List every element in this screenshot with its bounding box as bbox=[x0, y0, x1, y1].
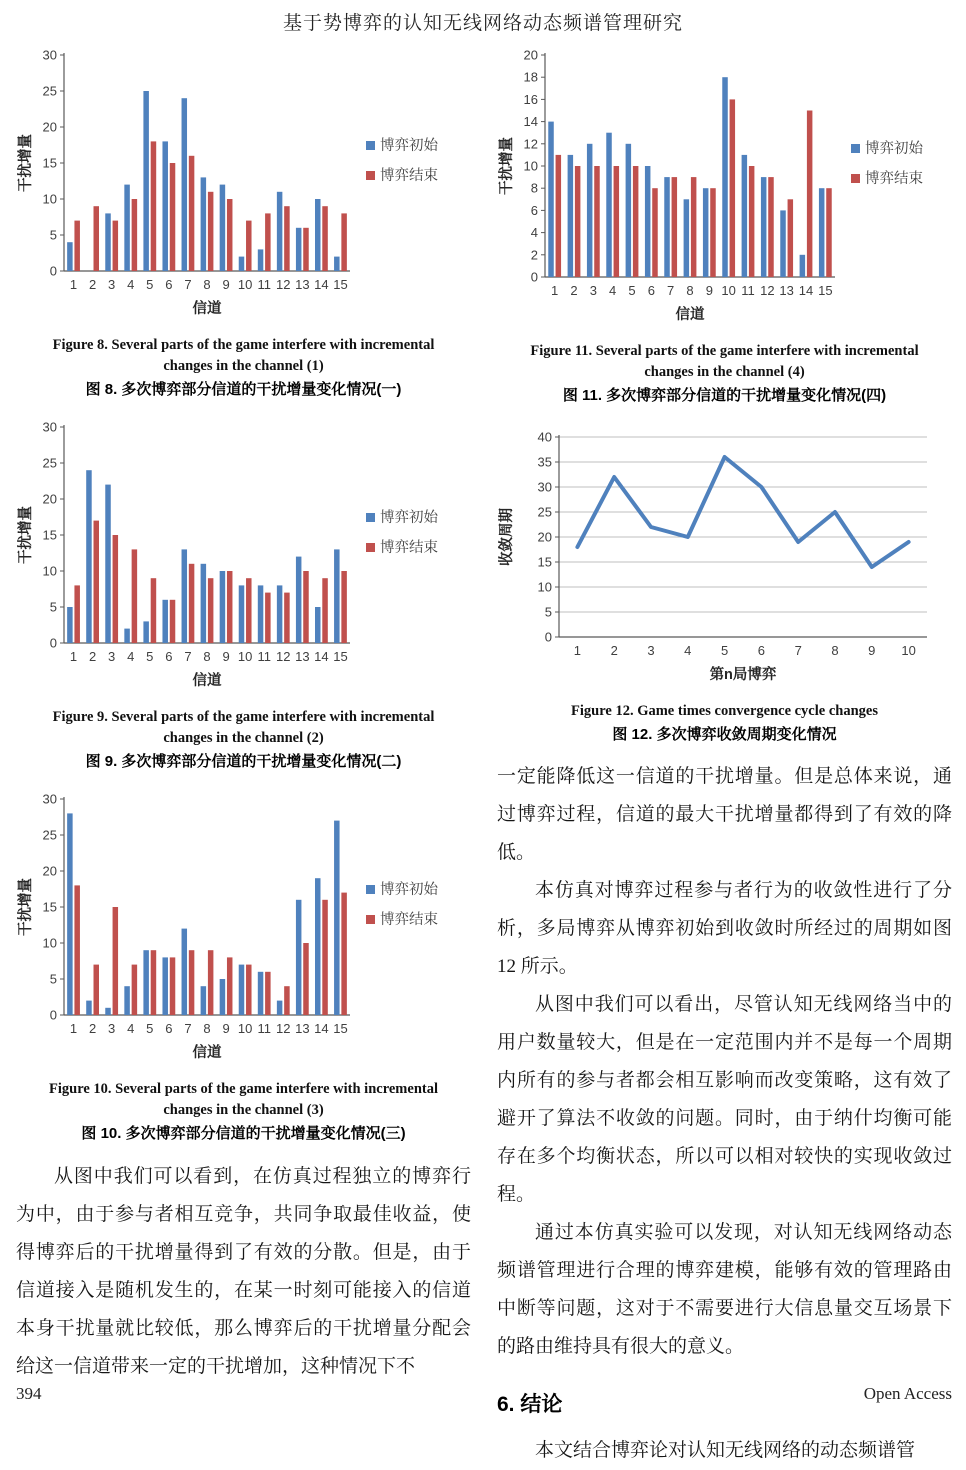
figure8-bar-chart bbox=[16, 41, 468, 329]
svg-text:15: 15 bbox=[42, 155, 57, 171]
svg-text:干扰增量: 干扰增量 bbox=[18, 877, 34, 936]
svg-text:博弈初始: 博弈初始 bbox=[380, 881, 438, 898]
svg-text:4: 4 bbox=[609, 283, 617, 298]
svg-text:15: 15 bbox=[333, 1020, 348, 1036]
svg-text:4: 4 bbox=[127, 648, 135, 664]
svg-text:信道: 信道 bbox=[192, 672, 222, 689]
svg-text:5: 5 bbox=[720, 642, 729, 658]
svg-text:7: 7 bbox=[184, 1020, 192, 1036]
svg-text:8: 8 bbox=[831, 642, 839, 658]
svg-text:12: 12 bbox=[276, 277, 291, 292]
svg-text:2: 2 bbox=[530, 247, 538, 263]
svg-text:2: 2 bbox=[570, 283, 578, 298]
figure10-caption-zh: 图 10. 多次博弈部分信道的干扰增量变化情况(三) bbox=[81, 1124, 406, 1142]
svg-text:0: 0 bbox=[49, 635, 57, 651]
svg-text:6: 6 bbox=[530, 202, 538, 218]
svg-text:干扰增量: 干扰增量 bbox=[499, 137, 515, 195]
svg-text:8: 8 bbox=[530, 180, 538, 196]
svg-text:16: 16 bbox=[523, 91, 538, 107]
svg-text:12: 12 bbox=[760, 283, 775, 298]
svg-text:11: 11 bbox=[257, 277, 271, 292]
svg-text:4: 4 bbox=[127, 277, 135, 292]
svg-text:13: 13 bbox=[295, 1020, 310, 1036]
svg-text:3: 3 bbox=[108, 277, 116, 292]
svg-text:10: 10 bbox=[237, 1020, 253, 1036]
svg-text:4: 4 bbox=[684, 642, 692, 658]
svg-text:0: 0 bbox=[544, 629, 552, 645]
right-body-text bbox=[497, 758, 952, 1470]
svg-text:5: 5 bbox=[146, 277, 154, 292]
svg-text:30: 30 bbox=[42, 419, 57, 435]
figure9-bar-chart bbox=[16, 413, 468, 701]
svg-text:5: 5 bbox=[544, 604, 552, 620]
svg-text:10: 10 bbox=[721, 283, 736, 298]
svg-text:7: 7 bbox=[184, 648, 192, 664]
svg-text:干扰增量: 干扰增量 bbox=[18, 134, 34, 192]
svg-text:10: 10 bbox=[523, 158, 538, 174]
page-number: 394 bbox=[16, 1384, 42, 1403]
svg-text:信道: 信道 bbox=[675, 307, 705, 323]
figure9-caption-zh: 图 9. 多次博弈部分信道的干扰增量变化情况(二) bbox=[85, 752, 402, 770]
paragraph: 本文结合博弈论对认知无线网络的动态频谱管 bbox=[535, 1439, 916, 1461]
svg-text:14: 14 bbox=[314, 277, 329, 292]
svg-text:0: 0 bbox=[49, 1007, 57, 1023]
svg-text:13: 13 bbox=[295, 277, 310, 292]
svg-text:4: 4 bbox=[530, 225, 538, 241]
figure12-caption-zh: 图 12. 多次博弈收敛周期变化情况 bbox=[612, 725, 837, 743]
svg-text:第n局博弈: 第n局博弈 bbox=[709, 666, 777, 683]
svg-text:9: 9 bbox=[705, 283, 713, 298]
svg-text:40: 40 bbox=[537, 429, 552, 445]
svg-text:3: 3 bbox=[647, 642, 655, 658]
figure9-caption bbox=[22, 707, 465, 773]
svg-text:15: 15 bbox=[333, 277, 348, 292]
svg-text:8: 8 bbox=[203, 1020, 211, 1036]
svg-text:6: 6 bbox=[165, 648, 173, 664]
svg-text:15: 15 bbox=[537, 554, 552, 570]
svg-text:14: 14 bbox=[314, 1020, 329, 1036]
svg-text:10: 10 bbox=[237, 277, 253, 292]
svg-text:20: 20 bbox=[537, 529, 552, 545]
page-title: 基于势博弈的认知无线网络动态频谱管理研究 bbox=[282, 13, 683, 34]
figure11-caption-zh: 图 11. 多次博弈部分信道的干扰增量变化情况(四) bbox=[562, 387, 887, 405]
svg-text:14: 14 bbox=[798, 283, 814, 298]
svg-text:5: 5 bbox=[49, 971, 57, 987]
figure9-caption-en-line2: changes in the channel (2) bbox=[163, 729, 324, 746]
svg-text:12: 12 bbox=[276, 648, 291, 664]
paragraph: 本仿真对博弈过程参与者行为的收敛性进行了分析，多局博弈从博弈初始到收敛时所经过的周期如图 12 所示。 bbox=[497, 879, 952, 977]
svg-text:博弈结束: 博弈结束 bbox=[380, 539, 438, 556]
figure10-caption-en-line1: Figure 10. Several parts of the game interfere with incremental bbox=[49, 1080, 438, 1097]
svg-text:0: 0 bbox=[530, 269, 538, 285]
svg-text:博弈结束: 博弈结束 bbox=[865, 171, 923, 187]
svg-text:20: 20 bbox=[42, 119, 57, 135]
figure8-caption-en-line2: changes in the channel (1) bbox=[163, 358, 324, 375]
svg-text:30: 30 bbox=[42, 791, 57, 807]
svg-text:9: 9 bbox=[222, 1020, 230, 1036]
figure8-caption-en-line1: Figure 8. Several parts of the game interfere with incremental bbox=[52, 337, 435, 353]
svg-text:6: 6 bbox=[647, 283, 655, 298]
figure10-caption-en-line2: changes in the channel (3) bbox=[163, 1101, 324, 1118]
figure8-caption-zh: 图 8. 多次博弈部分信道的干扰增量变化情况(一) bbox=[85, 381, 402, 399]
figure11-bar-chart bbox=[497, 41, 953, 335]
svg-text:12: 12 bbox=[523, 136, 538, 152]
svg-text:7: 7 bbox=[794, 642, 802, 658]
svg-text:干扰增量: 干扰增量 bbox=[18, 505, 34, 564]
figure10-caption bbox=[22, 1079, 465, 1145]
svg-text:6: 6 bbox=[757, 642, 766, 658]
svg-text:8: 8 bbox=[203, 648, 211, 664]
svg-text:3: 3 bbox=[108, 1020, 116, 1036]
svg-text:博弈结束: 博弈结束 bbox=[380, 168, 438, 184]
svg-text:10: 10 bbox=[42, 563, 57, 579]
paragraph: 从图中我们可以看出，尽管认知无线网络当中的用户数量较大，但是在一定范围内并不是每一个周期内所有的参与者都会相互影响而改变策略，这有效了避开了算法不收敛的问题。同时，由于纳什均衡可能存在多个均衡状态，所以可以相对较快的实现收敛过程。 bbox=[497, 993, 952, 1205]
svg-text:15: 15 bbox=[42, 899, 57, 915]
paragraph: 通过本仿真实验可以发现，对认知无线网络动态频谱管理进行合理的博弈建模，能够有效的管理路由中断等问题，这对于不需要进行大信息量交互场景下的路由维持具有很大的意义。 bbox=[497, 1221, 952, 1357]
svg-text:7: 7 bbox=[184, 277, 192, 292]
svg-text:1: 1 bbox=[551, 283, 559, 298]
svg-text:5: 5 bbox=[49, 227, 57, 243]
svg-text:15: 15 bbox=[333, 648, 348, 664]
svg-text:25: 25 bbox=[537, 504, 552, 520]
svg-text:6: 6 bbox=[165, 277, 173, 292]
svg-text:30: 30 bbox=[537, 479, 552, 495]
svg-text:10: 10 bbox=[901, 642, 916, 658]
svg-text:博弈初始: 博弈初始 bbox=[380, 509, 438, 526]
svg-text:9: 9 bbox=[868, 642, 876, 658]
svg-text:5: 5 bbox=[146, 1020, 154, 1036]
svg-text:3: 3 bbox=[589, 283, 597, 298]
figure12-line-chart bbox=[497, 419, 953, 695]
svg-text:4: 4 bbox=[127, 1020, 135, 1036]
svg-text:收敛周期: 收敛周期 bbox=[499, 507, 515, 566]
svg-text:1: 1 bbox=[69, 648, 78, 664]
svg-text:8: 8 bbox=[203, 277, 211, 292]
svg-text:35: 35 bbox=[537, 454, 552, 470]
svg-text:11: 11 bbox=[257, 648, 271, 664]
svg-text:20: 20 bbox=[42, 863, 57, 879]
svg-text:12: 12 bbox=[276, 1020, 291, 1036]
svg-text:10: 10 bbox=[537, 579, 552, 595]
svg-text:1: 1 bbox=[69, 277, 78, 292]
svg-text:25: 25 bbox=[42, 827, 57, 843]
svg-text:信道: 信道 bbox=[192, 1044, 222, 1061]
svg-text:9: 9 bbox=[222, 277, 230, 292]
svg-text:14: 14 bbox=[314, 648, 329, 664]
svg-text:博弈初始: 博弈初始 bbox=[865, 141, 923, 157]
svg-text:0: 0 bbox=[49, 263, 57, 279]
open-access-label: Open Access bbox=[863, 1384, 952, 1403]
svg-text:20: 20 bbox=[42, 491, 57, 507]
svg-text:2: 2 bbox=[88, 1020, 97, 1036]
svg-text:15: 15 bbox=[818, 283, 833, 298]
svg-text:13: 13 bbox=[295, 648, 310, 664]
right-column bbox=[497, 41, 952, 1470]
svg-text:10: 10 bbox=[42, 191, 57, 207]
svg-text:14: 14 bbox=[523, 114, 538, 130]
figure12-caption bbox=[503, 701, 946, 746]
svg-text:5: 5 bbox=[146, 648, 154, 664]
svg-text:7: 7 bbox=[667, 283, 675, 298]
svg-text:博弈结束: 博弈结束 bbox=[380, 911, 438, 928]
svg-text:30: 30 bbox=[42, 47, 57, 63]
figure11-caption-en-line1: Figure 11. Several parts of the game interfere with incremental bbox=[530, 343, 919, 359]
svg-text:1: 1 bbox=[69, 1020, 78, 1036]
figure11-caption-en-line2: changes in the channel (4) bbox=[644, 364, 805, 381]
svg-text:8: 8 bbox=[686, 283, 694, 298]
svg-text:10: 10 bbox=[42, 935, 57, 951]
svg-text:25: 25 bbox=[42, 455, 57, 471]
svg-text:13: 13 bbox=[779, 283, 794, 298]
svg-text:9: 9 bbox=[222, 648, 230, 664]
svg-text:3: 3 bbox=[108, 648, 116, 664]
left-body-text bbox=[16, 1158, 471, 1386]
svg-text:10: 10 bbox=[237, 648, 253, 664]
svg-text:15: 15 bbox=[42, 527, 57, 543]
svg-text:1: 1 bbox=[573, 642, 582, 658]
left-column bbox=[16, 41, 471, 1470]
svg-text:2: 2 bbox=[88, 277, 97, 292]
figure12-caption-en: Figure 12. Game times convergence cycle changes bbox=[571, 702, 878, 719]
paragraph: 从图中我们可以看到，在仿真过程独立的博弈行为中，由于参与者相互竞争，共同争取最佳收益，使得博弈后的干扰增量得到了有效的分散。但是，由于信道接入是随机发生的，在某一时刻可能接入的信道本身干扰量就比较低，那么博弈后的干扰增量分配会给这一信道带来一定的干扰增加，这种情况下不 bbox=[16, 1166, 471, 1378]
svg-text:6: 6 bbox=[165, 1020, 173, 1036]
section-heading-conclusion: 6. 结论 bbox=[497, 1392, 563, 1416]
svg-text:2: 2 bbox=[88, 648, 97, 664]
svg-text:5: 5 bbox=[49, 599, 57, 615]
svg-text:25: 25 bbox=[42, 83, 57, 99]
figure8-caption bbox=[22, 335, 465, 401]
two-column-layout bbox=[0, 35, 966, 1470]
svg-text:5: 5 bbox=[628, 283, 636, 298]
svg-text:2: 2 bbox=[610, 642, 618, 658]
svg-text:博弈初始: 博弈初始 bbox=[380, 138, 438, 154]
svg-text:11: 11 bbox=[741, 283, 755, 298]
figure11-caption bbox=[503, 341, 946, 407]
paragraph: 一定能降低这一信道的干扰增量。但是总体来说，通过博弈过程，信道的最大干扰增量都得到了有效的降低。 bbox=[497, 765, 952, 863]
svg-text:信道: 信道 bbox=[192, 301, 222, 317]
svg-text:20: 20 bbox=[523, 47, 538, 63]
svg-text:18: 18 bbox=[523, 69, 538, 85]
figure9-caption-en-line1: Figure 9. Several parts of the game interfere with incremental bbox=[52, 708, 435, 725]
svg-text:11: 11 bbox=[257, 1020, 271, 1036]
figure10-bar-chart bbox=[16, 785, 468, 1073]
